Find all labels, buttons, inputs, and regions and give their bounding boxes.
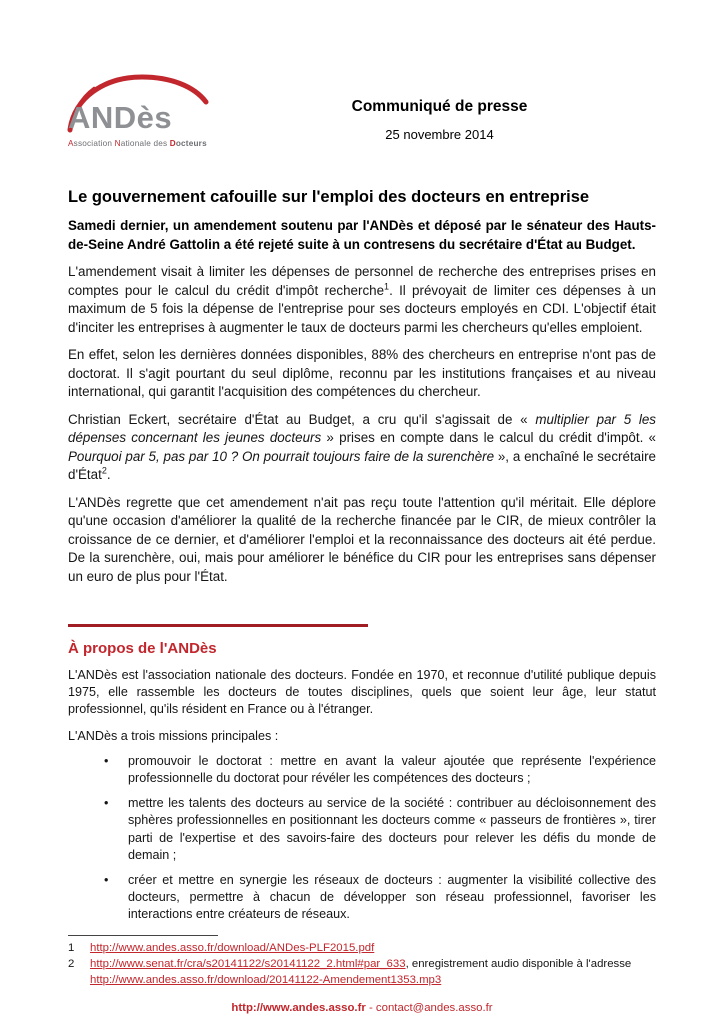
about-heading: À propos de l'ANDès: [68, 639, 217, 657]
headline: Le gouvernement cafouille sur l'emploi des docteurs en entreprise: [68, 188, 590, 206]
about-paragraph-2: L'ANDès a trois missions principales :: [68, 728, 279, 743]
header-meta: [223, 84, 656, 142]
paragraph-fragment: . Il prévoyait de limiter ces dépenses à un maximum de 5 fois la dépense de l'entreprise pour ses docteurs employés en CDI. L'objectif était d'inciter les entreprises à augmenter le taux de docteurs parmi les chercheurs qu'elles emploient.: [68, 282, 656, 335]
bullet-marker: •: [104, 754, 109, 768]
footnote-rule: [68, 935, 218, 936]
paragraph-fragment: », a enchaîné le secrétaire d'État: [68, 448, 656, 482]
footnote-ref-1: 1: [384, 281, 390, 292]
logo-wordmark-and: AND: [68, 100, 137, 135]
logo-subtitle-part: A: [68, 139, 74, 148]
paragraph-fragment: » prises en compte dans le calcul du crédit d'impôt. «: [321, 430, 656, 445]
paragraph-1: [68, 263, 656, 337]
paragraph-fragment: L'amendement visait à limiter les dépenses de personnel de recherche des entreprises prises en comptes pour le calcul du crédit d'impôt recherche: [68, 264, 656, 298]
mission-text: mettre les talents des docteurs au service de la société : contribuer au décloisonnement des sphères professionnelles en positionnant les docteurs comme « passeurs de frontières », tirer parti de l'expertise et des savoirs-faire des docteurs pour relever les défis du monde de demain ;: [128, 796, 656, 862]
paragraph-4: L'ANDès regrette que cet amendement n'ait pas reçu toute l'attention qu'il méritait. Elle déplore qu'une occasion d'améliorer la qualité de la recherche financée par le CIR, de mieux contrôler la croissance de ce dernier, et d'améliorer l'emploi et la reconnaissance des docteurs ait été perdue. De la surenchère, oui, mais pour améliorer le bénéfice du CIR pour les entreprises sans dépenser un euro de plus pour l'État.: [68, 494, 656, 584]
footnotes: [68, 941, 656, 988]
paragraph-fragment: .: [106, 467, 111, 482]
andes-logo: [68, 84, 223, 164]
footnote-link[interactable]: http://www.andes.asso.fr/download/ANDes-PLF2015.pdf: [90, 942, 375, 955]
footnote-ref-2: 2: [101, 465, 107, 476]
footnote-link[interactable]: http://www.senat.fr/cra/s20141122/s20141122_2.html#par_633: [90, 957, 406, 970]
bullet-marker: •: [104, 872, 109, 887]
mission-text: promouvoir le doctorat : mettre en avant la valeur ajoutée que représente l'expérience professionnelle du doctorat pour révéler les compétences des docteurs ;: [128, 754, 656, 786]
logo-wordmark-es: ès: [136, 100, 173, 135]
press-release-title: Communiqué de presse: [351, 98, 528, 115]
footer-site-link[interactable]: http://www.andes.asso.fr: [231, 1002, 366, 1015]
footnote-body: [90, 941, 656, 957]
paragraph-fragment: Christian Eckert, secrétaire d'État au Budget, a cru qu'il s'agissait de «: [68, 411, 536, 427]
about-paragraph-1: L'ANDès est l'association nationale des docteurs. Fondée en 1970, et reconnue d'utilité publique depuis 1975, elle rassemble les docteurs de toutes disciplines, quels que soient leur âge, leur statut professionnel, qu'ils résident en France ou à l'étranger.: [68, 667, 656, 716]
paragraph-3: [68, 411, 656, 485]
footnote-text: , enregistrement audio disponible à l'adresse: [405, 957, 632, 970]
logo-subtitle: [68, 139, 223, 148]
footer-separator: -: [365, 1002, 376, 1015]
press-release-date: 25 novembre 2014: [385, 127, 494, 142]
mission-text: créer et mettre en synergie les réseaux de docteurs : augmenter la visibilité collective des docteurs, permettre à chacun de développer son réseau professionnel, favoriser les interactions entre créateurs de réseaux.: [128, 872, 656, 921]
quote-italic: Pourquoi par 5, pas par 10 ? On pourrait toujours faire de la surenchère: [68, 448, 495, 464]
logo-subtitle-part: octeurs: [175, 139, 207, 148]
logo-subtitle-part: ssociation: [73, 139, 115, 148]
footer-email-link[interactable]: contact@andes.asso.fr: [375, 1002, 493, 1015]
list-item: [68, 795, 656, 864]
list-item: [68, 872, 656, 923]
footnote-body: [90, 957, 656, 988]
header: [68, 84, 656, 164]
lead-paragraph: Samedi dernier, un amendement soutenu par l'ANDès et déposé par le sénateur des Hauts-de-Seine André Gattolin a été rejeté suite à un contresens du secrétaire d'État au Budget.: [68, 218, 656, 252]
section-divider: [68, 624, 368, 627]
footnote-link[interactable]: http://www.andes.asso.fr/download/20141122-Amendement1353.mp3: [90, 973, 442, 986]
logo-wordmark: [68, 100, 223, 136]
list-item: [68, 753, 656, 787]
logo-subtitle-part: N: [114, 139, 121, 148]
logo-subtitle-part: D: [169, 139, 176, 148]
footnote-2: [68, 957, 656, 988]
footnote-1: [68, 941, 656, 957]
footnote-number: 2: [68, 957, 75, 970]
footnote-number: 1: [68, 942, 75, 955]
footer: [68, 1002, 656, 1014]
logo-subtitle-part: ationale des: [120, 139, 170, 148]
quote-italic: multiplier par 5 les dépenses concernant les jeunes docteurs: [68, 411, 656, 445]
bullet-marker: •: [104, 796, 109, 811]
paragraph-2: En effet, selon les dernières données disponibles, 88% des chercheurs en entreprise n'ont pas de doctorat. Il s'agit pourtant du seul diplôme, reconnu par les institutions françaises et au niveau international, qui garantit l'acquisition des compétences du chercheur.: [68, 347, 656, 399]
missions-list: [68, 753, 656, 923]
